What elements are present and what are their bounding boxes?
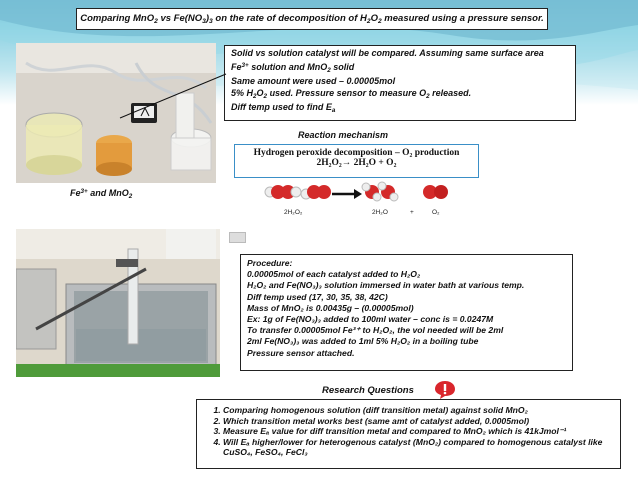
- summary-line-1: Solid vs solution catalyst will be compared. Assuming same surface area: [231, 48, 544, 58]
- arrow-icon: [332, 189, 362, 199]
- procedure-line: Pressure sensor attached.: [247, 347, 355, 358]
- research-questions-title: Research Questions: [322, 385, 414, 396]
- plus-sign: +: [410, 209, 414, 216]
- summary-box: [224, 45, 576, 121]
- beakers-photo: [16, 43, 216, 183]
- mechanism-label: Reaction mechanism: [298, 130, 389, 140]
- equation-title: Hydrogen peroxide decomposition – O₂ production: [253, 148, 460, 158]
- summary-line-3: Same amount were used – 0.00005mol: [231, 76, 396, 86]
- research-question: 1. Comparing homogenous solution (diff transition metal) against solid MnO₂: [223, 405, 612, 416]
- molecule-diagram: [256, 180, 452, 220]
- procedure-heading: Procedure:: [247, 258, 293, 268]
- summary-line-2: $Fe^{3+}$ solution and MnO$_2$ solid: [231, 61, 355, 74]
- h2o2-molecules-icon: [265, 185, 331, 199]
- water-bath-photo: [16, 229, 220, 377]
- slide-title: Comparing MnO$_2$ vs $Fe(NO_3)_3$ on the rate of decomposition of $H_2O_2$ measured using a pressure sensor.: [76, 8, 548, 30]
- research-question: 3. Measure Eₐ value for diff transition metal and compared to MnO₂ which is 41kJmol⁻¹: [223, 426, 612, 437]
- product-oxygen-label: O₂: [432, 209, 440, 216]
- procedure-line: Mass of MnO₂ is 0.00435g – (0.00005mol): [247, 302, 414, 313]
- summary-line-4: 5% $H_2O_2$ used. Pressure sensor to measure $O_2$ released.: [231, 87, 472, 100]
- procedure-line: 2ml Fe(NO₃)₃ was added to 1ml 5% H₂O₂ in a boiling tube: [247, 336, 479, 347]
- photo-thumbnail-placeholder: [229, 232, 246, 243]
- exclamation-speech-icon: [434, 380, 456, 400]
- procedure-box: [240, 254, 573, 371]
- procedure-line: To transfer 0.00005mol Fe³⁺ to H₂O₂, the vol needed will be 2ml: [247, 325, 504, 336]
- reaction-equation-box: [234, 144, 479, 178]
- product-water-label: 2H₂O: [372, 209, 388, 216]
- procedure-line: Ex: 1g of Fe(NO₃)₃ added to 100ml water – conc is = 0.0247M: [247, 314, 494, 325]
- research-question: 4. Will Eₐ higher/lower for heterogenous catalyst (MnO₂) compared to homogenous catalyst like CuSO₄, FeSO₄, FeCl₃: [223, 437, 612, 458]
- summary-line-5: Diff temp used to find $E_a$: [231, 102, 336, 114]
- research-questions-list: [205, 405, 612, 458]
- procedure-line: 0.00005mol of each catalyst added to H₂O₂: [247, 269, 421, 280]
- reactant-label: 2H₂O₂: [284, 209, 303, 216]
- research-question: 2. Which transition metal works best (same amt of catalyst added, 0.0005mol): [223, 416, 612, 427]
- h2o-molecules-icon: [362, 182, 398, 201]
- equation-formula: 2H₂O₂→ 2H₂O + O₂: [316, 158, 397, 168]
- procedure-line: H₂O₂ and Fe(NO₃)₃ solution immersed in water bath at various temp.: [247, 280, 525, 291]
- procedure-line: Diff temp used (17, 30, 35, 38, 42C): [247, 291, 388, 302]
- catalyst-photo-caption: $Fe^{3+}$ and MnO$_2$: [70, 188, 133, 200]
- o2-molecule-icon: [423, 185, 448, 199]
- research-questions-box: [196, 399, 621, 469]
